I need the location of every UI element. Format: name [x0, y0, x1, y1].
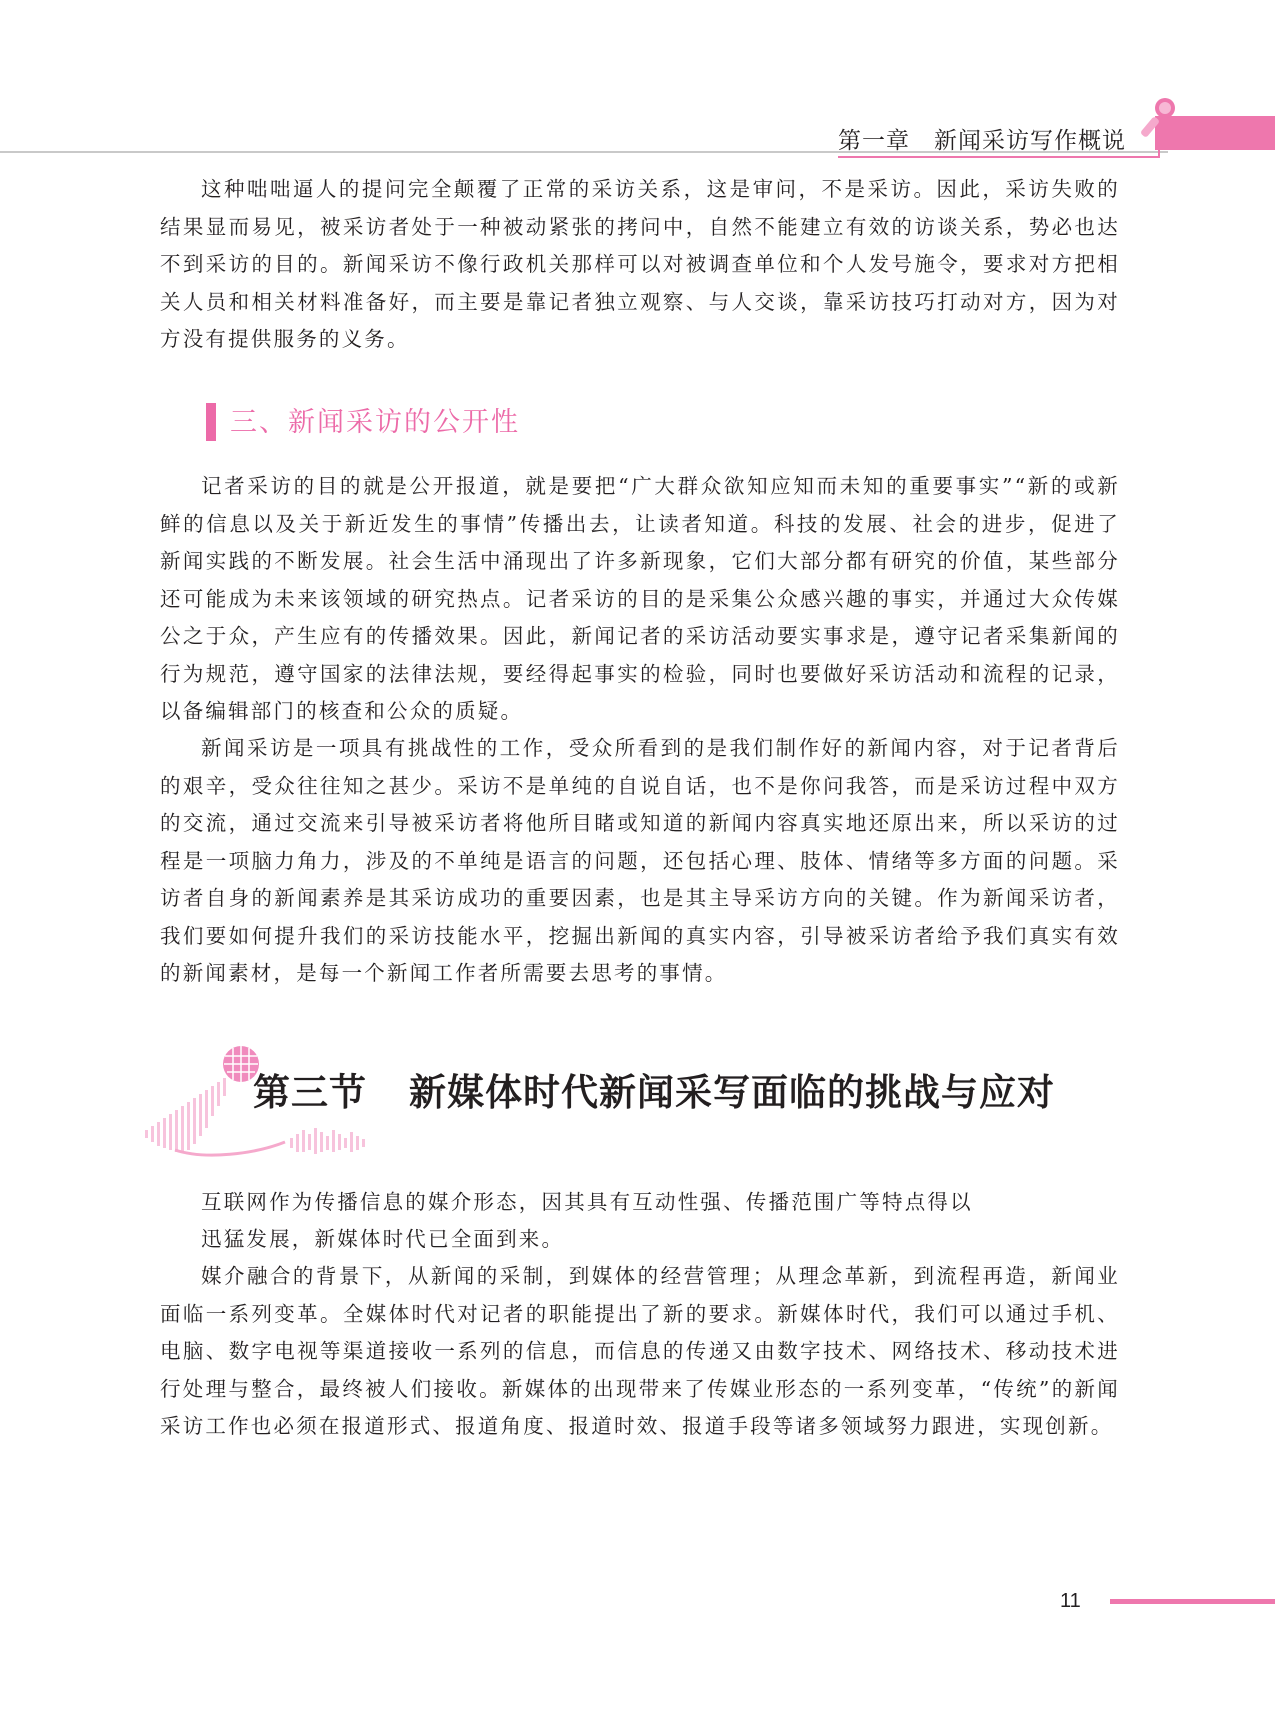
subheading-bar	[206, 403, 216, 441]
footer-bar	[1110, 1599, 1275, 1604]
section-title-text: 新媒体时代新闻采写面临的挑战与应对	[409, 1070, 1055, 1114]
microphone-icon	[1132, 94, 1182, 144]
body-paragraph: 记者采访的目的就是公开报道，就是要把“广大群众欲知应知而未知的重要事实”“新的或新鲜的信息以及关于新近发生的事情”传播出去，让读者知道。科技的发展、社会的进步，促进了新闻实践的不断发展。社会生活中涌现出了许多新现象，它们大部分都有研究的价值，某些部分还可能成为未来该领域的研究热点。记者采访的目的是采集公众感兴趣的事实，并通过大众传媒公之于众，产生应有的传播效果。因此，新闻记者的采访活动要实事求是，遵守记者采集新闻的行为规范，遵守国家的法律法规，要经得起事实的检验，同时也要做好采访活动和流程的记录，以备编辑部门的核查和公众的质疑。	[160, 474, 1120, 723]
body-paragraph: 互联网作为传播信息的媒介形态，因其具有互动性强、传播范围广等特点得以	[201, 1190, 973, 1214]
body-paragraph: 新闻采访是一项具有挑战性的工作，受众所看到的是我们制作好的新闻内容，对于记者背后的艰辛，受众往往知之甚少。采访不是单纯的自说自话，也不是你问我答，而是采访过程中双方的交流，通过交流来引导被采访者将他所目睹或知道的新闻内容真实地还原出来，所以采访的过程是一项脑力角力，涉及的不单纯是语言的问题，还包括心理、肢体、情绪等多方面的问题。采访者自身的新闻素养是其采访成功的重要因素，也是其主导采访方向的关键。作为新闻采访者，我们要如何提升我们的采访技能水平，挖掘出新闻的真实内容，引导被采访者给予我们真实有效的新闻素材，是每一个新闻工作者所需要去思考的事情。	[160, 736, 1120, 985]
page-number: 11	[1060, 1590, 1081, 1612]
body-paragraph: 迅猛发展，新媒体时代已全面到来。	[201, 1227, 565, 1251]
subheading: 三、新闻采访的公开性	[230, 407, 520, 438]
section-number: 第三节	[253, 1070, 367, 1114]
body-paragraph: 这种咄咄逼人的提问完全颠覆了正常的采访关系，这是审问，不是采访。因此，采访失败的结果显而易见，被采访者处于一种被动紧张的拷问中，自然不能建立有效的访谈关系，势必也达不到采访的目的。新闻采访不像行政机关那样可以对被调查单位和个人发号施令，要求对方把相关人员和相关材料准备好，而主要是靠记者独立观察、与人交谈，靠采访技巧打动对方，因为对方没有提供服务的义务。	[160, 177, 1120, 351]
body-paragraph: 媒介融合的背景下，从新闻的采制，到媒体的经营管理；从理念革新，到流程再造，新闻业面临一系列变革。全媒体时代对记者的职能提出了新的要求。新媒体时代，我们可以通过手机、电脑、数字电视等渠道接收一系列的信息，而信息的传递又由数字技术、网络技术、移动技术进行处理与整合，最终被人们接收。新媒体的出现带来了传媒业形态的一系列变革，“传统”的新闻采访工作也必须在报道形式、报道角度、报道时效、报道手段等诸多领域努力跟进，实现创新。	[160, 1264, 1120, 1438]
section-title	[253, 1062, 1055, 1116]
chapter-title: 第一章 新闻采访写作概说	[838, 128, 1126, 154]
